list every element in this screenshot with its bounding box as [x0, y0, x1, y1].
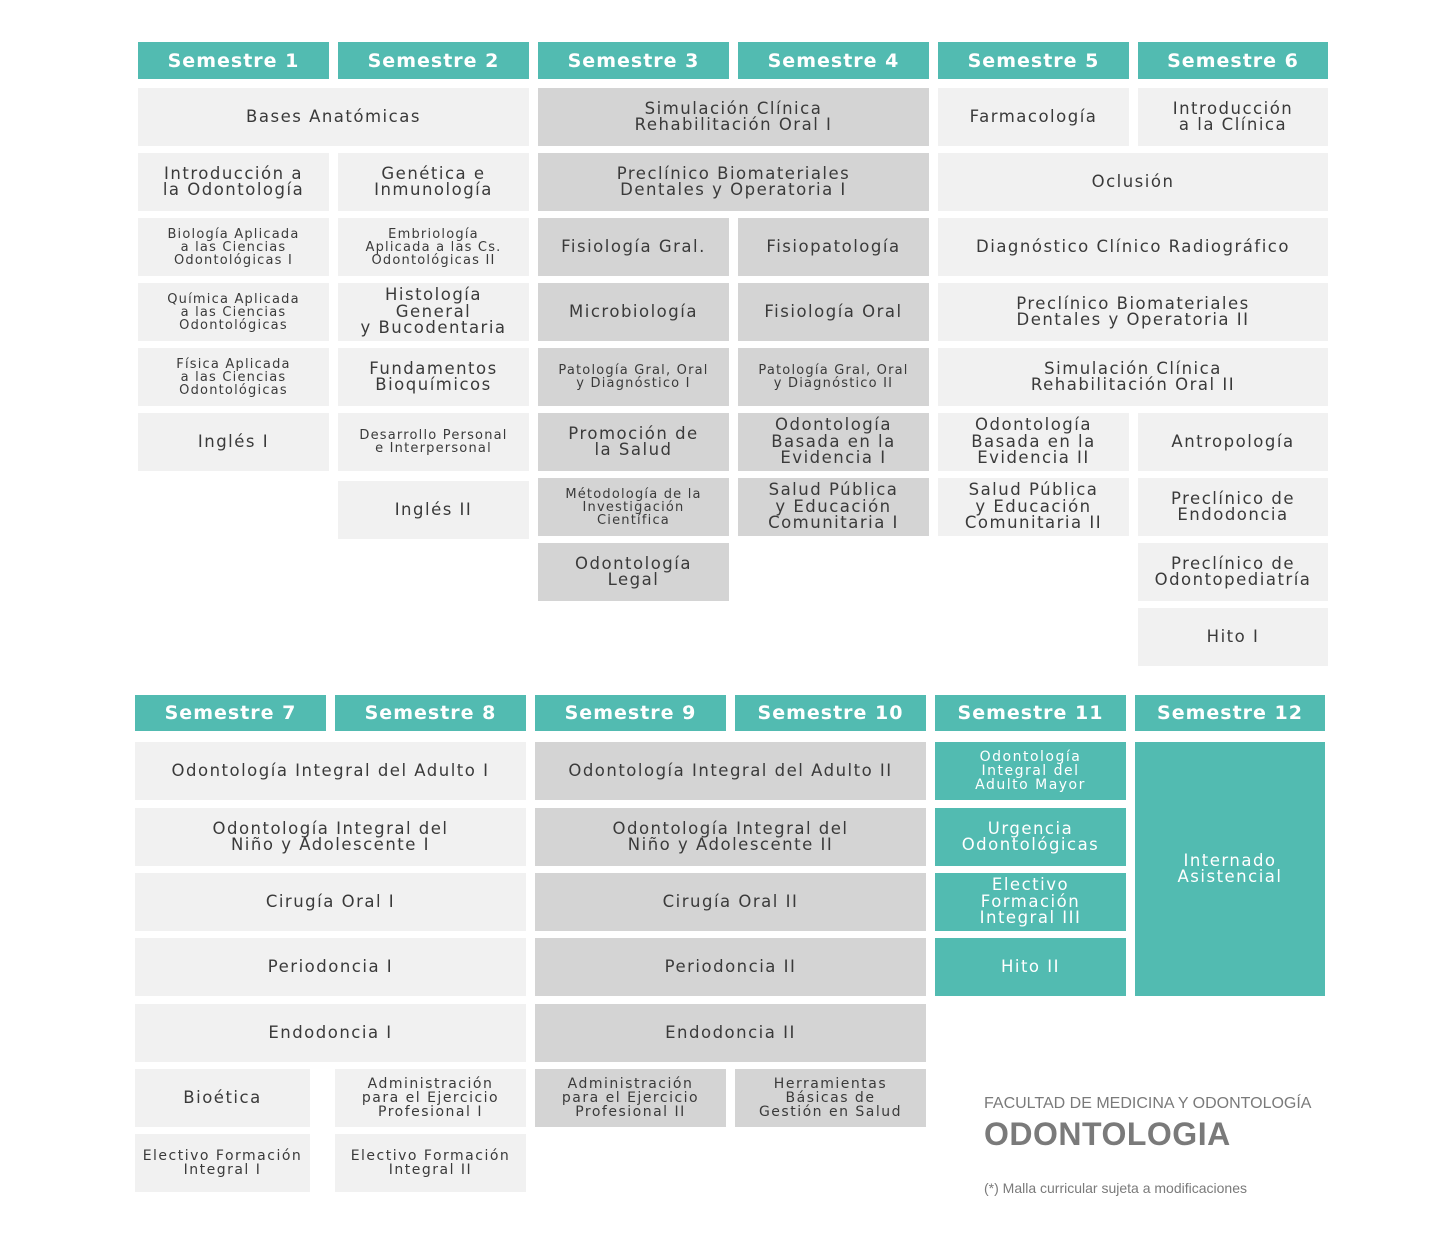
- course-cell: Fisiología Oral: [738, 283, 929, 341]
- course-cell: Hito II: [935, 938, 1126, 996]
- course-cell: Fundamentos Bioquímicos: [338, 348, 529, 406]
- course-cell: Inglés I: [138, 413, 329, 471]
- semester-7-header: Semestre 7: [135, 695, 326, 731]
- course-cell: Odontología Integral del Adulto Mayor: [935, 742, 1126, 800]
- course-cell: Farmacología: [938, 88, 1129, 146]
- course-cell: Odontología Legal: [538, 543, 729, 601]
- course-cell: Desarrollo Personal e Interpersonal: [338, 413, 529, 471]
- course-cell: Electivo Formación Integral II: [335, 1134, 526, 1192]
- course-cell: Métodología de la Investigación Científica: [538, 478, 729, 536]
- course-cell: Salud Pública y Educación Comunitaria I: [738, 478, 929, 536]
- course-cell: Preclínico Biomateriales Dentales y Operatoria I: [538, 153, 929, 211]
- course-cell: Simulación Clínica Rehabilitación Oral II: [938, 348, 1328, 406]
- course-cell: Bases Anatómicas: [138, 88, 529, 146]
- course-cell: Administración para el Ejercicio Profesional I: [335, 1069, 526, 1127]
- course-cell: Endodoncia I: [135, 1004, 526, 1062]
- course-cell: Fisiopatología: [738, 218, 929, 276]
- course-cell: Odontología Integral del Niño y Adolescente II: [535, 808, 926, 866]
- course-cell: Promoción de la Salud: [538, 413, 729, 471]
- course-cell: Cirugía Oral I: [135, 873, 526, 931]
- course-cell: Odontología Integral del Niño y Adolescente I: [135, 808, 526, 866]
- course-cell: Preclínico de Endodoncia: [1138, 478, 1328, 536]
- course-cell: Internado Asistencial: [1135, 742, 1325, 996]
- semester-3-header: Semestre 3: [538, 42, 729, 79]
- course-cell: Periodoncia II: [535, 938, 926, 996]
- course-cell: Bioética: [135, 1069, 310, 1127]
- course-cell: Odontología Basada en la Evidencia II: [938, 413, 1129, 471]
- course-cell: Antropología: [1138, 413, 1328, 471]
- course-cell: Introducción a la Clínica: [1138, 88, 1328, 146]
- course-cell: Patología Gral, Oral y Diagnóstico I: [538, 348, 729, 406]
- course-cell: Histología General y Bucodentaria: [338, 283, 529, 341]
- disclaimer-note: (*) Malla curricular sujeta a modificaciones: [984, 1180, 1247, 1196]
- course-cell: Electivo Formación Integral I: [135, 1134, 310, 1192]
- course-cell: Genética e Inmunología: [338, 153, 529, 211]
- semester-6-header: Semestre 6: [1138, 42, 1328, 79]
- semester-1-header: Semestre 1: [138, 42, 329, 79]
- course-cell: Diagnóstico Clínico Radiográfico: [938, 218, 1328, 276]
- course-cell: Biología Aplicada a las Ciencias Odontológicas I: [138, 218, 329, 276]
- course-cell: Preclínico Biomateriales Dentales y Operatoria II: [938, 283, 1328, 341]
- course-cell: Herramientas Básicas de Gestión en Salud: [735, 1069, 926, 1127]
- course-cell: Salud Pública y Educación Comunitaria II: [938, 478, 1129, 536]
- course-cell: Odontología Integral del Adulto I: [135, 742, 526, 800]
- course-cell: Simulación Clínica Rehabilitación Oral I: [538, 88, 929, 146]
- program-title: ODONTOLOGIA: [984, 1116, 1231, 1152]
- semester-2-header: Semestre 2: [338, 42, 529, 79]
- semester-9-header: Semestre 9: [535, 695, 726, 731]
- semester-4-header: Semestre 4: [738, 42, 929, 79]
- course-cell: Odontología Basada en la Evidencia I: [738, 413, 929, 471]
- course-cell: Oclusión: [938, 153, 1328, 211]
- course-cell: Endodoncia II: [535, 1004, 926, 1062]
- course-cell: Patología Gral, Oral y Diagnóstico II: [738, 348, 929, 406]
- course-cell: Administración para el Ejercicio Profesional II: [535, 1069, 726, 1127]
- course-cell: Urgencia Odontológicas: [935, 808, 1126, 866]
- course-cell: Embriología Aplicada a las Cs. Odontológicas II: [338, 218, 529, 276]
- course-cell: Hito I: [1138, 608, 1328, 666]
- course-cell: Física Aplicada a las Ciencias Odontológicas: [138, 348, 329, 406]
- semester-12-header: Semestre 12: [1135, 695, 1325, 731]
- semester-8-header: Semestre 8: [335, 695, 526, 731]
- course-cell: Electivo Formación Integral III: [935, 873, 1126, 931]
- course-cell: Preclínico de Odontopediatría: [1138, 543, 1328, 601]
- faculty-name: FACULTAD DE MEDICINA Y ODONTOLOGÍA: [984, 1095, 1312, 1112]
- course-cell: Odontología Integral del Adulto II: [535, 742, 926, 800]
- course-cell: Periodoncia I: [135, 938, 526, 996]
- course-cell: Cirugía Oral II: [535, 873, 926, 931]
- course-cell: Inglés II: [338, 481, 529, 539]
- semester-11-header: Semestre 11: [935, 695, 1126, 731]
- course-cell: Química Aplicada a las Ciencias Odontológicas: [138, 283, 329, 341]
- semester-5-header: Semestre 5: [938, 42, 1129, 79]
- course-cell: Microbiología: [538, 283, 729, 341]
- course-cell: Introducción a la Odontología: [138, 153, 329, 211]
- course-cell: Fisiología Gral.: [538, 218, 729, 276]
- semester-10-header: Semestre 10: [735, 695, 926, 731]
